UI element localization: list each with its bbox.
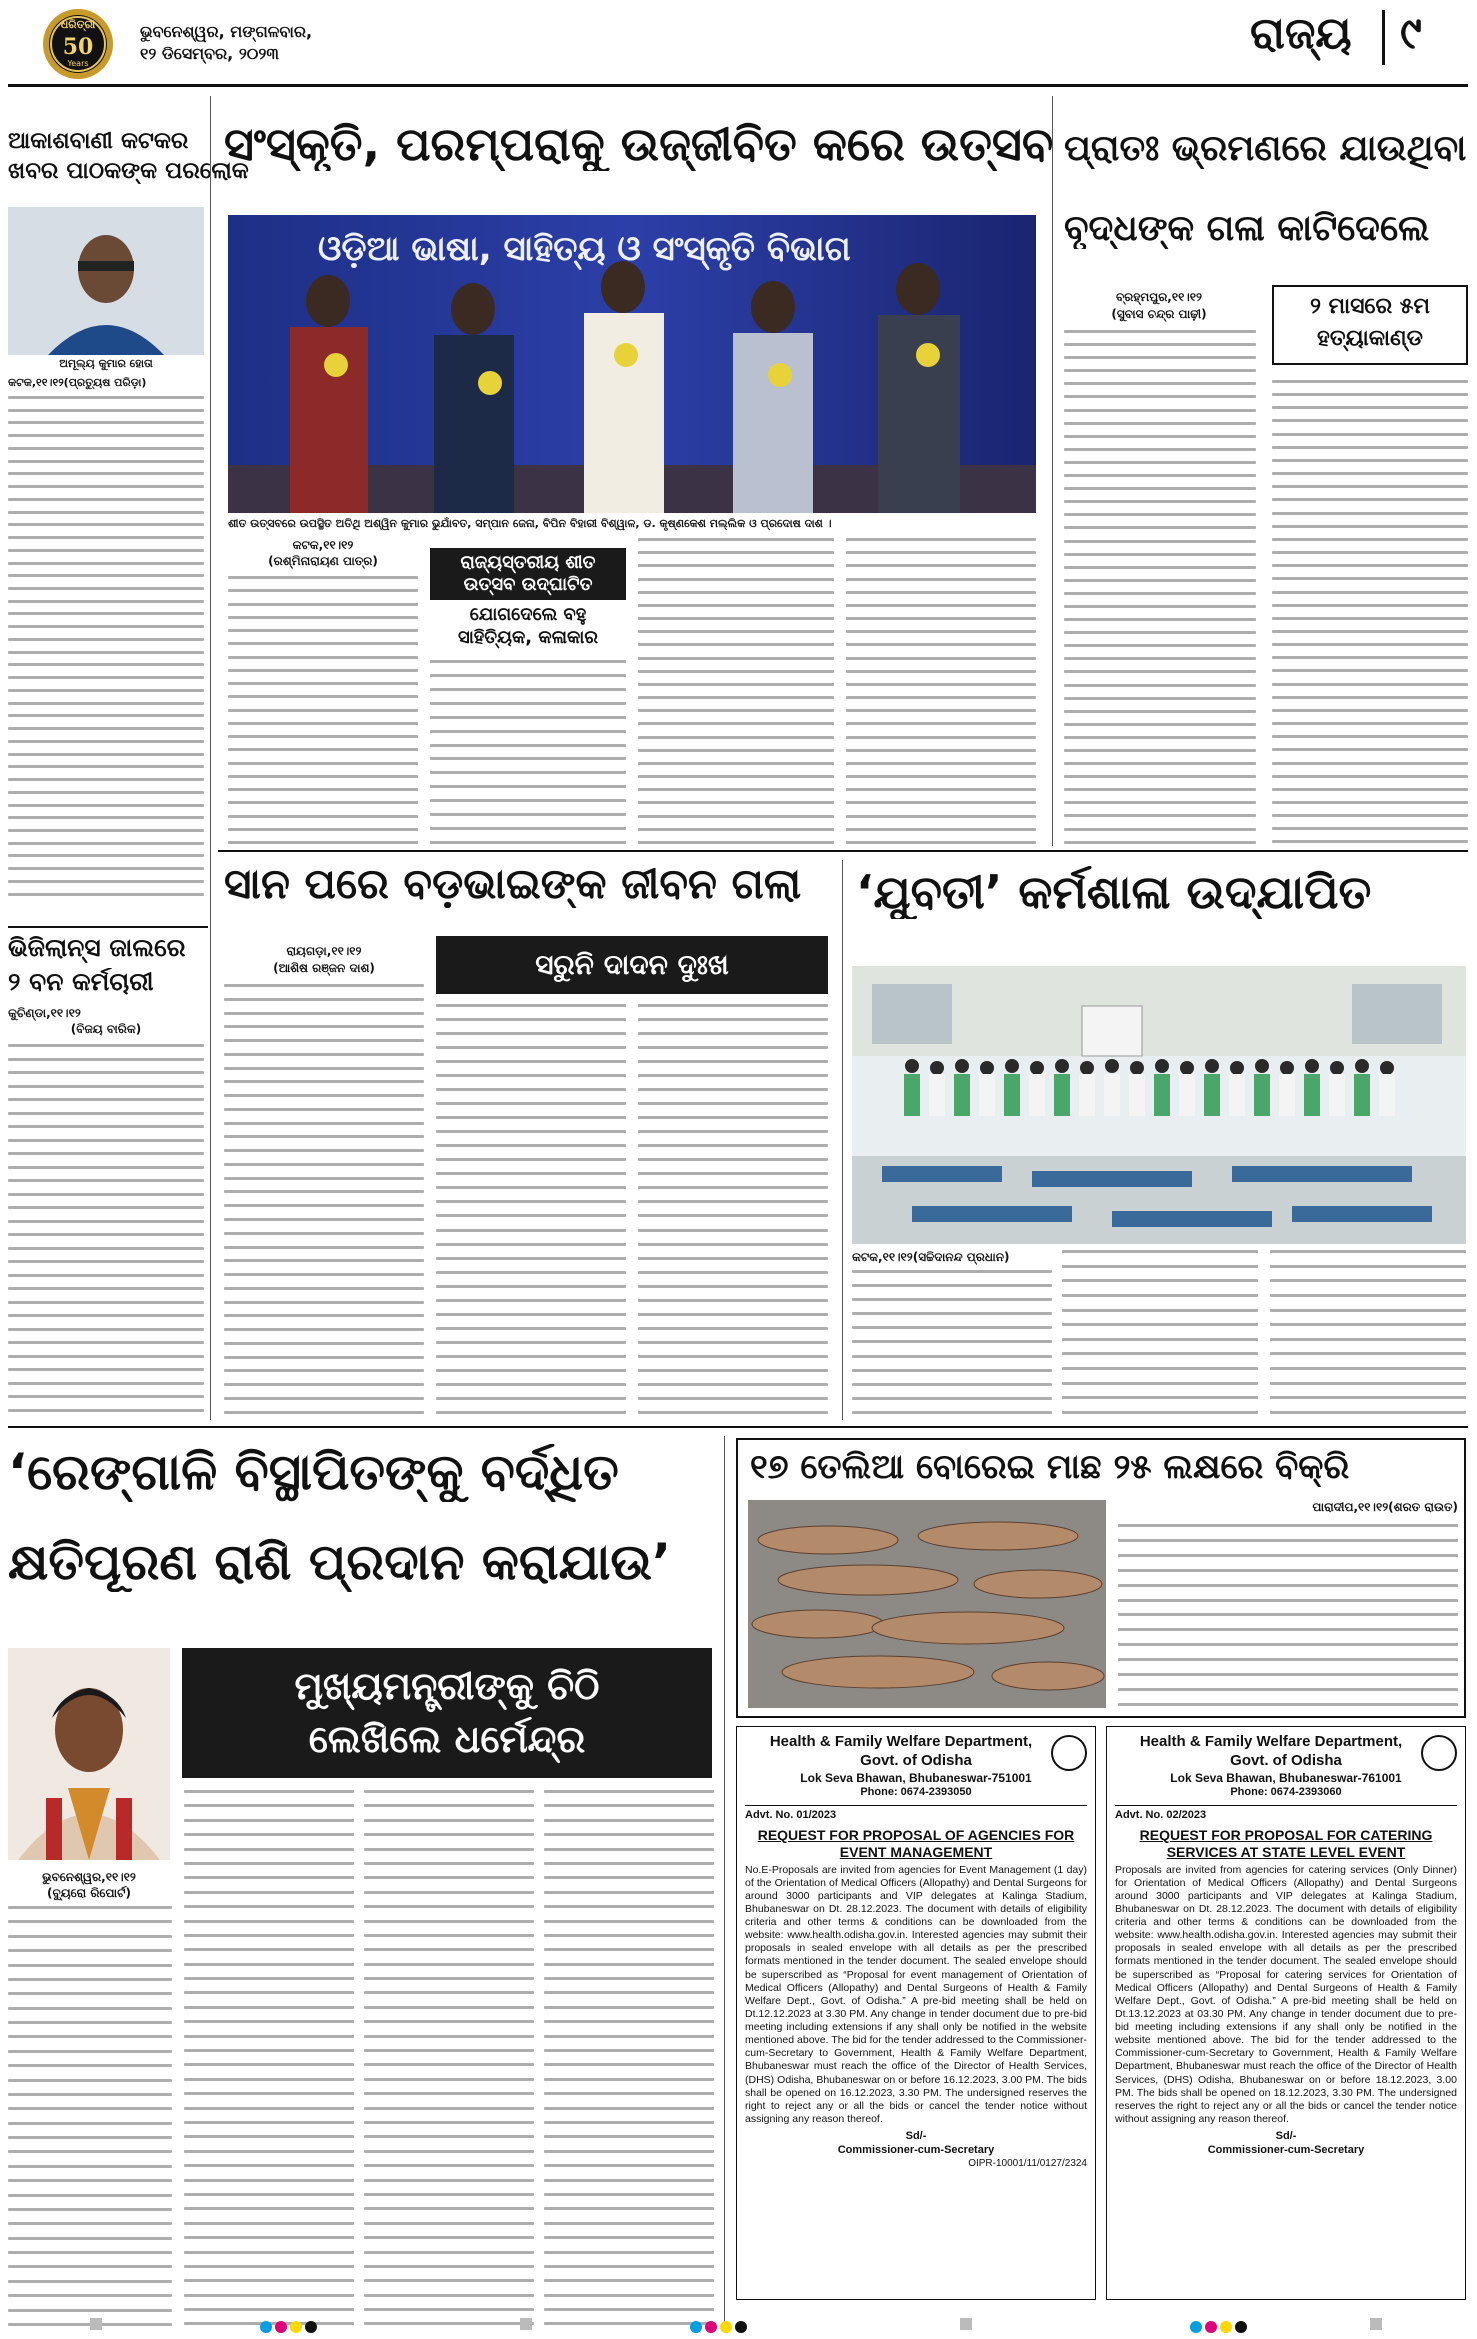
ad2-signatory: Commissioner-cum-Secretary: [1207, 2143, 1365, 2156]
ad2-advt-number: Advt. No. 02/2023: [1115, 1805, 1457, 1823]
brother-body-col-3: [638, 1004, 828, 1414]
walk-subhead-box: [1272, 285, 1468, 365]
workshop-headline: ‘ଯୁବତୀ’ କର୍ମଶାଳା ଉଦ୍‌ଯାପିତ: [856, 866, 1372, 919]
ad1-dept: Health & Family Welfare Department,: [769, 1733, 1033, 1750]
vigilance-reporter: (ବିଜୟ ବାରିକ): [70, 1022, 142, 1036]
masthead-rule: [8, 84, 1468, 87]
ad1-govt: Govt. of Odisha: [860, 1751, 972, 1769]
rengali-box-line-2: ଲେଖିଲେ ଧର୍ମେନ୍ଦ୍ର: [308, 1717, 586, 1761]
workshop-photo: [852, 966, 1466, 1244]
workshop-dateline: କଟକ,୧୧।୧୨(ସଚ୍ଚିଦାନନ୍ଦ ପ୍ରଧାନ): [852, 1250, 1010, 1264]
culture-subhead-2: [430, 604, 626, 649]
walk-body-col-1: [1064, 330, 1256, 844]
rengali-subhead-box: [182, 1648, 712, 1778]
ad1-signatory: Commissioner-cum-Secretary: [837, 2143, 995, 2156]
ad2-address: Lok Seva Bhawan, Bhubaneswar-761001: [1170, 1770, 1402, 1785]
obit-headline-1: ଆକାଶବାଣୀ କଟକର: [8, 128, 189, 154]
brother-dateline: ରାୟଗଡ଼ା,୧୧।୧୨: [286, 944, 362, 958]
walk-body-col-2: [1272, 380, 1468, 844]
cmyk-dots-icon: [260, 2318, 320, 2337]
rengali-body-col-3: [364, 1790, 534, 2326]
walk-box-line-1: ୨ ମାସରେ ୫ମ: [1310, 294, 1430, 319]
ad2-body: Proposals are invited from agencies for catering services (Only Dinner) for Orientation of Medical Officers (Allopathy) and Dental Surgeons around 3000 participants and VIP delegates at Kalinga Stadium, Bhubaneswar on Dt. 28.12.2023. The document with details of eligibility criteria and other terms & conditions can be downloaded from the website: www.health.odisha.gov.in. Interested agencies may submit their proposals in sealed envelope with all details as per the prescribed formats mentioned in the tender document. The sealed envelope should be superscribed as “Proposal for catering services for Orientation of Medical Officers (Allopathy) and Dental Surgeons of Health & Family Welfare Dept., Govt. of Odisha.” A pre-bid meeting shall be held on Dt.13.12.2023 at 03.30 PM. Any change in tender document due to pre-bid meeting including extensions if any shall only be notified in the website mentioned above. The bid for the tender addressed to the Commissioner-cum-Secretary to Government, Health & Family Welfare Department, Bhubaneswar must reach the office of the Director of Health Services, (DHS) Odisha, Bhubaneswar on or before 18.12.2023, 3.00 PM. The bids shall be opened on 18.12.2023, 3.30 PM. The undersigned reserves the right to reject any or all the bids or cancel the tender notice without assigning any reason thereof.: [1115, 1863, 1457, 2125]
culture-headline: ସଂସ୍କୃତି, ପରମ୍ପରାକୁ ଉଜ୍ଜୀବିତ କରେ ଉତ୍ସବ: [224, 118, 1054, 171]
ad1-phone: Phone: 0674-2393050: [860, 1785, 972, 1798]
vigilance-dateline: କୁଚିଣ୍ଡା,୧୧।୧୨: [8, 1006, 81, 1020]
rengali-headline-2: କ୍ଷତିପୂରଣ ରାଶି ପ୍ରଦାନ କରାଯାଉ’: [8, 1534, 672, 1591]
ad2-dept: Health & Family Welfare Department,: [1139, 1733, 1403, 1750]
ad2-request-title: REQUEST FOR PROPOSAL FOR CATERING SERVICES AT STATE LEVEL EVENT: [1139, 1827, 1433, 1860]
culture-subhead-box: [430, 548, 626, 600]
fish-body-text: [1118, 1524, 1458, 1706]
fish-photo: [748, 1500, 1106, 1708]
culture-photo: [228, 215, 1036, 513]
ad1-request-title: REQUEST FOR PROPOSAL OF AGENCIES FOR EVENT MANAGEMENT: [757, 1827, 1075, 1860]
culture-box-line-1: ରାଜ୍ୟସ୍ତରୀୟ ଶୀତ: [460, 552, 596, 574]
workshop-body-col-2: [1062, 1250, 1258, 1414]
obit-caption: ଅମୂଲ୍ୟ କୁମାର ହୋତା: [59, 357, 153, 370]
vigilance-body-text: [8, 1044, 204, 1412]
page-number: ୯: [1400, 8, 1422, 59]
obit-dateline: କଟକ,୧୧।୧୨(ପ୍ରତ୍ୟୁଷ ପରିଡ଼ା): [8, 376, 147, 389]
workshop-body-col-1: [852, 1270, 1052, 1414]
obit-headline-2: ଖବର ପାଠକଙ୍କ ପରଲୋକ: [8, 158, 249, 184]
dateline-2: ୧୨ ଡିସେମ୍ବର, ୨୦୨୩: [140, 44, 279, 63]
odisha-emblem-icon: [1051, 1735, 1087, 1771]
rengali-photo: [8, 1648, 170, 1860]
rengali-body-col-2: [184, 1790, 354, 2326]
brother-headline: ସାନ ପରେ ବଡ଼ଭାଇଙ୍କ ଜୀବନ ଗଲା: [224, 860, 802, 908]
grey-square-icon: [1370, 2318, 1382, 2330]
obit-body-text: [8, 396, 204, 896]
rengali-box-line-1: ମୁଖ୍ୟମନ୍ତ୍ରୀଙ୍କୁ ଚିଠି: [294, 1663, 600, 1708]
obit-photo: [8, 207, 204, 355]
brother-reporter: (ଆଶିଷ ରଞ୍ଜନ ଦାଶ): [273, 961, 375, 975]
culture-body-col-4: [846, 538, 1036, 844]
section-title: ରାଜ୍ୟ: [1250, 8, 1352, 59]
rengali-headline-1: ‘ରେଙ୍ଗାଳି ବିସ୍ଥାପିତଙ୍କୁ ବର୍ଦ୍ଧିତ: [8, 1444, 619, 1501]
walk-headline-2: ବୃଦ୍ଧଙ୍କ ଗଳା କାଟିଦେଲେ: [1064, 208, 1430, 249]
rengali-body-col-4: [544, 1790, 714, 2326]
cmyk-dots-icon: [690, 2318, 750, 2337]
odisha-emblem-icon: [1421, 1735, 1457, 1771]
culture-box-line-2: ଉତ୍ସବ ଉଦ୍‌ଘାଟିତ: [463, 574, 593, 595]
tender-ad-event-management: [736, 1726, 1096, 2300]
ad1-advt-number: Advt. No. 01/2023: [745, 1805, 1087, 1823]
logo-sub: Years: [67, 59, 89, 68]
workshop-body-col-3: [1270, 1250, 1466, 1414]
vigilance-headline-1: ଭିଜିଲାନ୍ସ ଜାଲରେ: [8, 934, 186, 962]
culture-dateline: କଟକ,୧୧।୧୨: [292, 538, 354, 552]
walk-box-line-2: ହତ୍ୟାକାଣ୍ଡ: [1317, 325, 1423, 351]
culture-body-col-1: [228, 576, 418, 844]
walk-reporter: (ସୁବାସ ଚନ୍ଦ୍ର ପାଢ଼ୀ): [1111, 307, 1207, 321]
brother-body-col-2: [436, 1004, 626, 1414]
culture-sub-line-2: ସାହିତ୍ୟିକ, କଳାକାର: [457, 626, 599, 648]
logo-number: 50: [62, 34, 94, 60]
tender-ad-catering: [1106, 1726, 1466, 2300]
grey-square-icon: [520, 2318, 532, 2330]
ad1-sd: Sd/-: [905, 2130, 927, 2143]
brother-body-col-1: [224, 984, 424, 1414]
rengali-dateline: ଭୁବନେଶ୍ୱର,୧୧।୧୨: [42, 1870, 136, 1884]
brother-subhead-box: ସରୁନି ଦାଦନ ଦୁଃଖ: [436, 936, 828, 994]
dateline-1: ଭୁବନେଶ୍ୱର, ମଙ୍ଗଳବାର,: [140, 22, 313, 41]
cmyk-dots-icon: [1190, 2318, 1250, 2337]
vigilance-headline-2: ୨ ବନ କର୍ମଚାରୀ: [8, 968, 154, 996]
grey-square-icon: [960, 2318, 972, 2330]
ad2-sd: Sd/-: [1275, 2130, 1297, 2143]
ad1-address: Lok Seva Bhawan, Bhubaneswar-751001: [800, 1770, 1032, 1785]
registration-marks: [0, 2314, 1477, 2334]
ad2-phone: Phone: 0674-2393060: [1230, 1785, 1342, 1798]
logo-top: ଧରିତ୍ରୀ: [60, 18, 96, 31]
walk-dateline: ବ୍ରହ୍ମପୁର,୧୧।୧୨: [1115, 290, 1202, 304]
culture-banner-text: ଓଡ଼ିଆ ଭାଷା, ସାହିତ୍ୟ ଓ ସଂସ୍କୃତି ବିଭାଗ: [318, 229, 851, 269]
fish-headline: ୧୭ ତେଲିଆ ବୋରେଇ ମାଛ ୨୫ ଲକ୍ଷରେ ବିକ୍ରି: [750, 1448, 1350, 1487]
culture-reporter: (ରଶ୍ମିନାରାୟଣ ପାତ୍ର): [268, 554, 378, 568]
culture-body-col-3: [638, 538, 834, 844]
walk-headline-1: ପ୍ରାତଃ ଭ୍ରମଣରେ ଯାଉଥିବା: [1064, 128, 1467, 169]
masthead-logo: [28, 6, 128, 82]
ad1-body: No.E-Proposals are invited from agencies for Event Management (1 day) of the Orientation of Medical Officers (Allopathy) and Dental Surgeons for around 3000 participants and VIP delegates at Kalinga Stadium, Bhubaneswar on Dt. 28.12.2023. The document with details of eligibility criteria and other terms & conditions can be downloaded from the website: www.health.odisha.gov.in. Interested agencies may submit their proposals in sealed envelope with all details as per the prescribed formats mentioned in the tender document. The sealed envelope should be superscribed as “Proposal for event management of Orientation of Medical Officers (Allopathy) and Dental Surgeons of Health & Family Welfare Dept., Govt. of Odisha.” A pre-bid meeting shall be held on Dt.12.12.2023 at 3.30 PM. Any change in tender document due to pre-bid meeting including extensions if any shall only be notified in the website mentioned above. The bid for the tender addressed to the Commissioner-cum-Secretary to Government, Health & Family Welfare Department, Bhubaneswar must reach the office of the Director of Health Services, (DHS) Odisha, Bhubaneswar on or before 16.12.2023, 3.00 PM. The bids shall be opened on 16.12.2023, 3.30 PM. The undersigned reserves the right to reject any or all the bids or cancel the tender notice without assigning any reason thereof.: [745, 1863, 1087, 2125]
culture-body-col-2: [430, 660, 626, 844]
culture-sub-line-1: ଯୋଗଦେଲେ ବହୁ: [469, 604, 587, 625]
rengali-reporter: (ବ୍ୟୁରୋ ରିପୋର୍ଟ): [47, 1886, 131, 1900]
fish-dateline: ପାରାଦୀପ,୧୧।୧୨(ଶରତ ରାଉତ): [1312, 1500, 1458, 1514]
rengali-body-col-1: [8, 1906, 172, 2326]
ad2-govt: Govt. of Odisha: [1230, 1751, 1342, 1769]
ad1-ref: OIPR-10001/11/0127/2324: [968, 2157, 1087, 2169]
culture-photo-caption: ଶୀତ ଉତ୍ସବରେ ଉପସ୍ଥିତ ଅତିଥି ଅଶ୍ୱିନ କୁମାର ଭୁଯାଁବତ, ସମ୍ପାନ ଜେନା, ବିପିନ ବିହାରୀ ବିଶ୍ୱାଳ, ଡ. କୃଷ୍ଣକେଶ ମଲ୍ଲିକ ଓ ପ୍ରଦୋଷ ଦାଶ ।: [228, 517, 832, 530]
grey-square-icon: [90, 2318, 102, 2330]
